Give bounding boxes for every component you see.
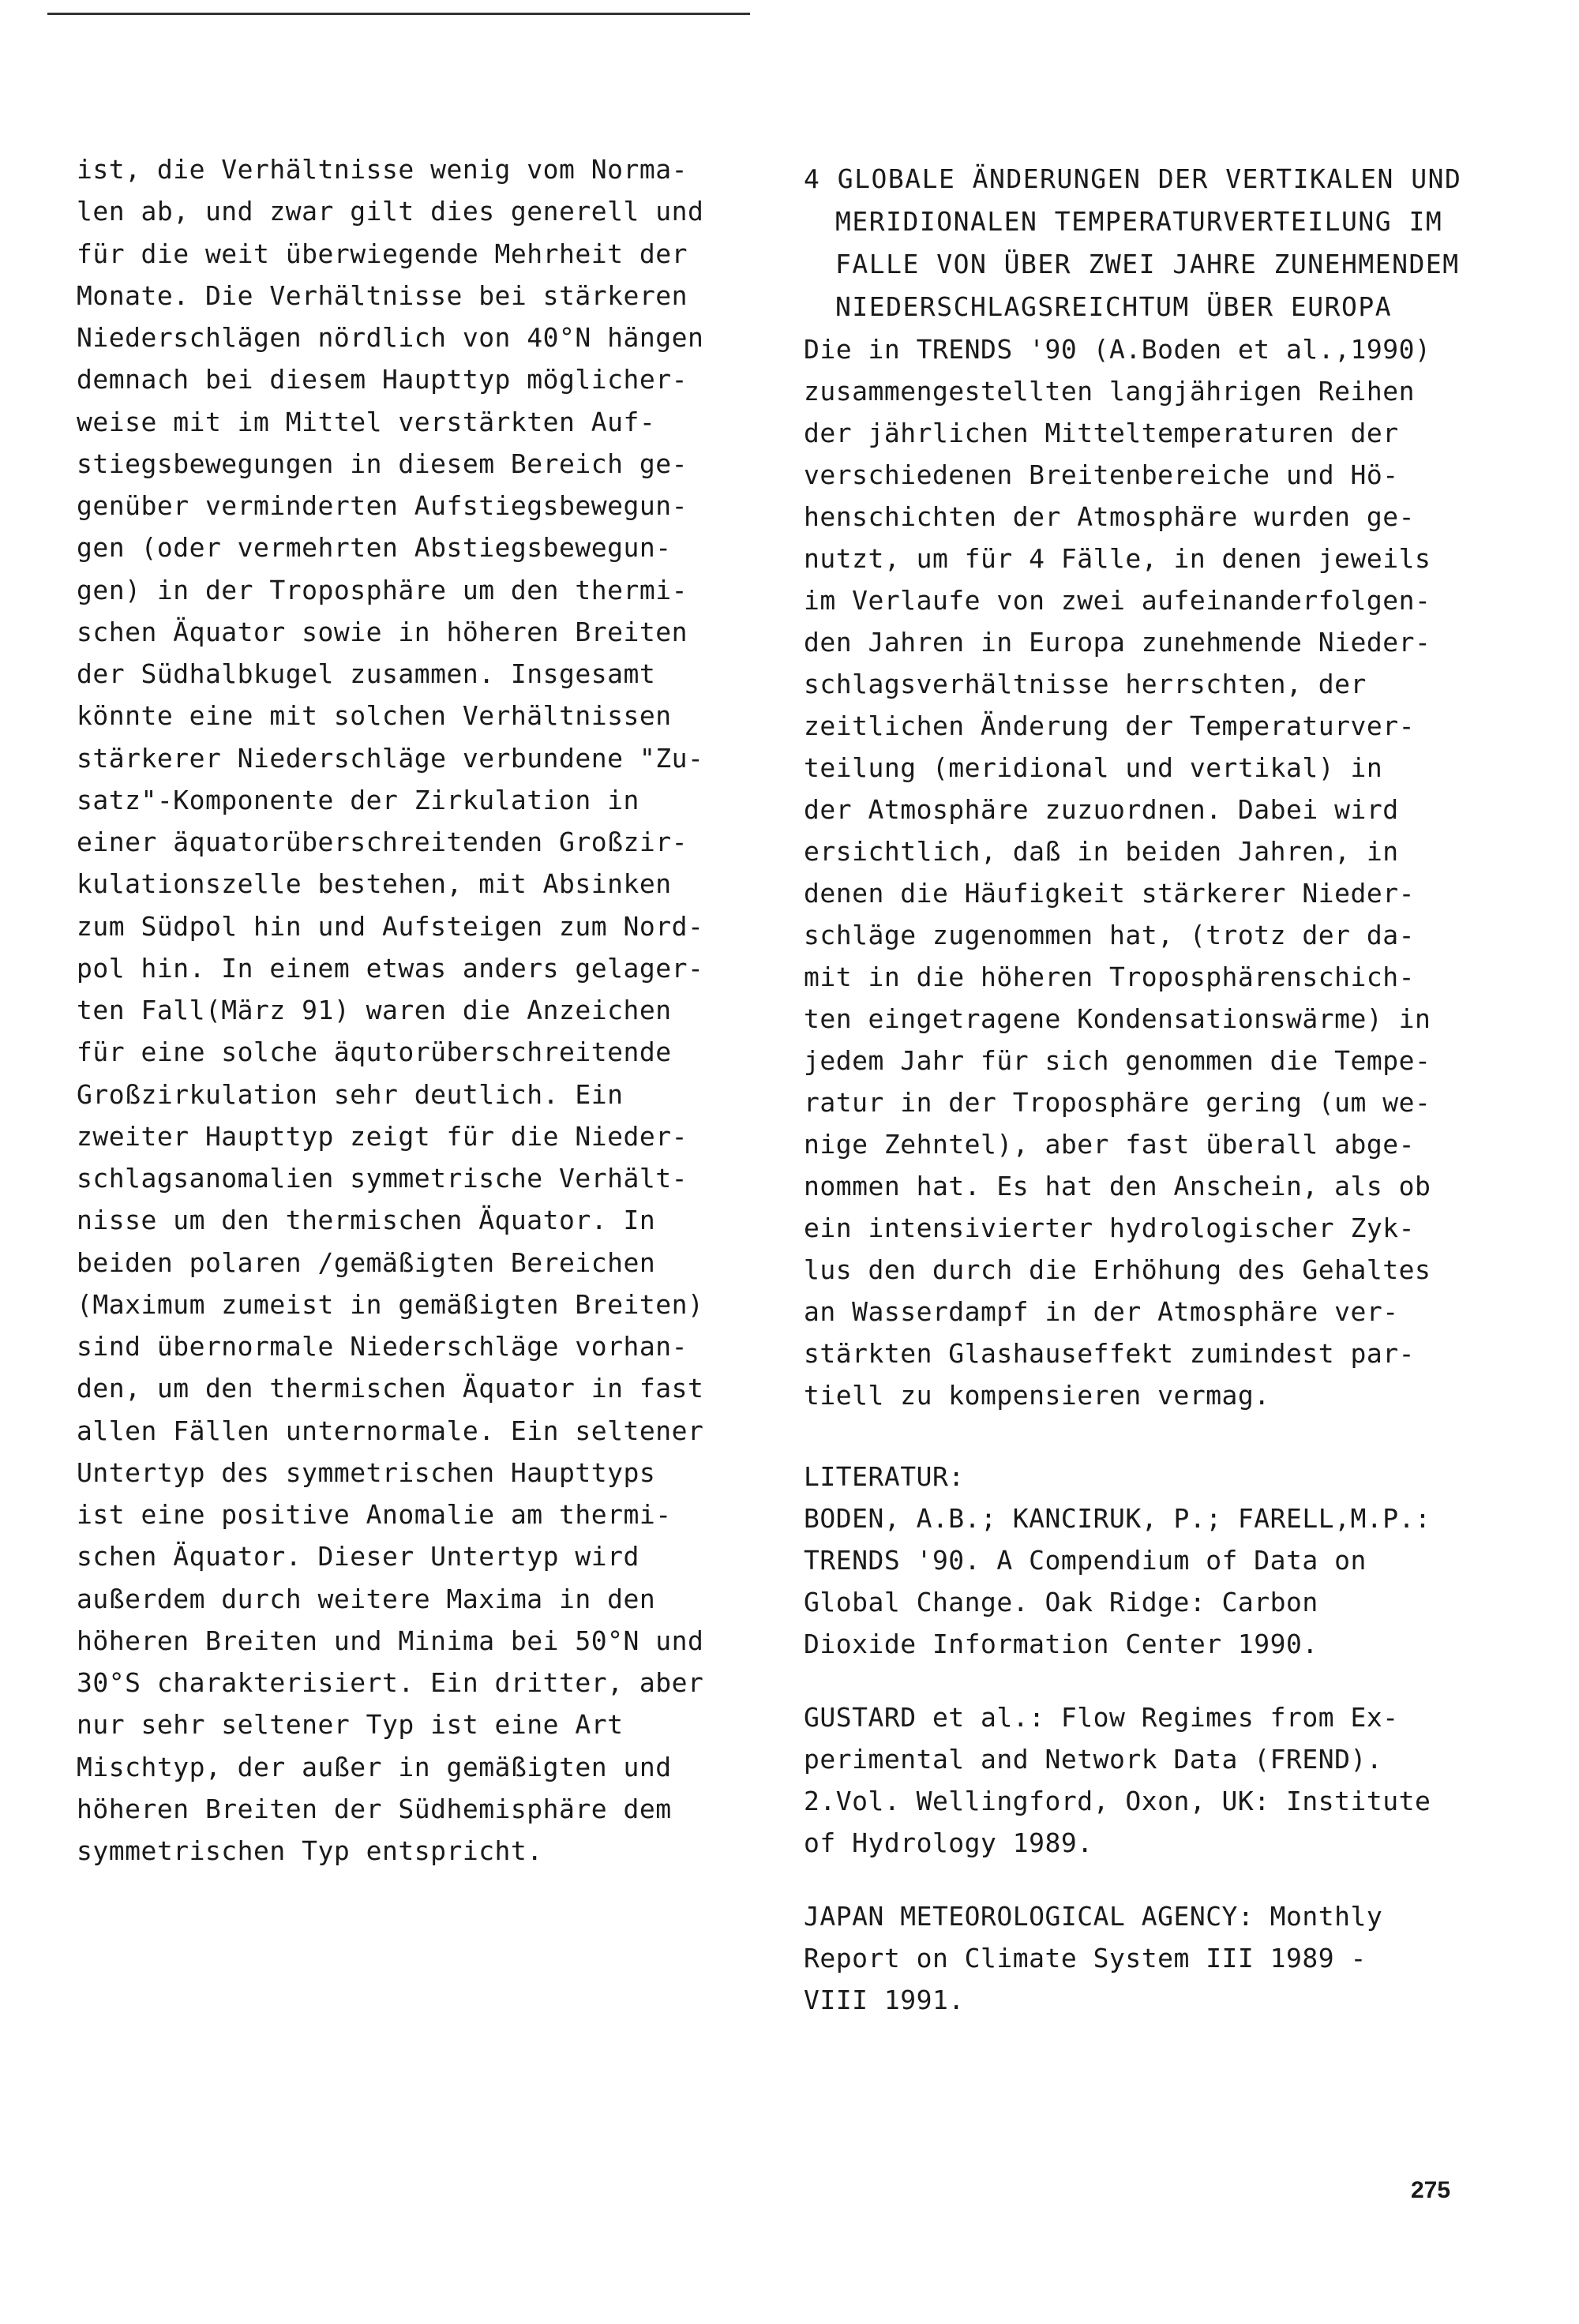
text-line: gen (oder vermehrten Abstiegsbewegun-	[77, 532, 672, 564]
text-line: nisse um den thermischen Äquator. In	[77, 1205, 656, 1236]
text-line: pol hin. In einem etwas anders gelager-	[77, 952, 704, 984]
reference-line: JAPAN METEOROLOGICAL AGENCY: Monthly	[804, 1901, 1383, 1932]
text-line: ratur in der Troposphäre gering (um we-	[804, 1087, 1431, 1118]
text-line: Monate. Die Verhältnisse bei stärkeren	[77, 279, 688, 311]
reference-line: VIII 1991.	[804, 1985, 965, 2015]
text-line: nige Zehntel), aber fast überall abge-	[804, 1129, 1415, 1160]
text-line: stiegsbewegungen in diesem Bereich ge-	[77, 448, 688, 479]
text-line: Mischtyp, der außer in gemäßigten und	[77, 1751, 672, 1782]
heading-line: FALLE VON ÜBER ZWEI JAHRE ZUNEHMENDEM	[835, 249, 1460, 279]
text-line: teilung (meridional und vertikal) in	[804, 752, 1383, 783]
text-line: stärkerer Niederschläge verbundene "Zu-	[77, 742, 704, 774]
text-line: ist eine positive Anomalie am thermi-	[77, 1499, 672, 1530]
text-line: allen Fällen unternormale. Ein seltener	[77, 1415, 704, 1446]
page-number: 275	[1411, 2177, 1451, 2203]
left-column	[77, 148, 771, 1872]
text-line: nutzt, um für 4 Fälle, in denen jeweils	[804, 543, 1431, 574]
reference-line: perimental and Network Data (FREND).	[804, 1744, 1383, 1775]
section-heading	[804, 158, 1514, 328]
text-line: demnach bei diesem Haupttyp möglicher-	[77, 364, 688, 395]
text-line: mit in die höheren Troposphärenschich-	[804, 961, 1415, 992]
text-line: Niederschlägen nördlich von 40°N hängen	[77, 322, 704, 353]
reference-line: Global Change. Oak Ridge: Carbon	[804, 1587, 1318, 1617]
reference-entry	[804, 1895, 1514, 2021]
text-line: im Verlaufe von zwei aufeinanderfolgen-	[804, 585, 1431, 616]
text-line: für eine solche äqutorüberschreitende	[77, 1036, 672, 1068]
section-body	[804, 328, 1514, 1416]
text-line: einer äquatorüberschreitenden Großzir-	[77, 827, 688, 857]
reference-line: BODEN, A.B.; KANCIRUK, P.; FARELL,M.P.:	[804, 1503, 1431, 1534]
text-line: der Südhalbkugel zusammen. Insgesamt	[77, 658, 656, 689]
text-line: an Wasserdampf in der Atmosphäre ver-	[804, 1296, 1399, 1327]
text-line: gen) in der Troposphäre um den thermi-	[77, 574, 688, 605]
reference-line: TRENDS '90. A Compendium of Data on	[804, 1545, 1367, 1576]
text-line: Großzirkulation sehr deutlich. Ein	[77, 1078, 624, 1110]
references-list	[804, 1497, 1514, 2021]
text-line: zum Südpol hin und Aufsteigen zum Nord-	[77, 910, 704, 942]
text-line: den Jahren in Europa zunehmende Nieder-	[804, 627, 1431, 658]
reference-line: of Hydrology 1989.	[804, 1827, 1093, 1858]
text-line: Die in TRENDS '90 (A.Boden et al.,1990)	[804, 334, 1431, 365]
text-line: len ab, und zwar gilt dies generell und	[77, 196, 704, 227]
text-line: außerdem durch weitere Maxima in den	[77, 1583, 656, 1614]
text-line: genüber verminderten Aufstiegsbewegun-	[77, 490, 688, 521]
text-line: schlagsanomalien symmetrische Verhält-	[77, 1163, 688, 1194]
heading-line: NIEDERSCHLAGSREICHTUM ÜBER EUROPA	[835, 291, 1393, 322]
reference-line: GUSTARD et al.: Flow Regimes from Ex-	[804, 1702, 1399, 1733]
left-column-text	[77, 148, 771, 1872]
text-line: satz"-Komponente der Zirkulation in	[77, 784, 639, 815]
text-line: jedem Jahr für sich genommen die Tempe-	[804, 1045, 1431, 1076]
text-line: könnte eine mit solchen Verhältnissen	[77, 700, 672, 732]
text-line: ersichtlich, daß in beiden Jahren, in	[804, 836, 1399, 867]
heading-line: MERIDIONALEN TEMPERATURVERTEILUNG IM	[835, 206, 1443, 237]
text-line: zusammengestellten langjährigen Reihen	[804, 376, 1415, 407]
text-line: nommen hat. Es hat den Anschein, als ob	[804, 1171, 1431, 1201]
text-line: ein intensivierter hydrologischer Zyk-	[804, 1213, 1415, 1243]
text-line: schläge zugenommen hat, (trotz der da-	[804, 920, 1415, 950]
text-line: weise mit im Mittel verstärkten Auf-	[77, 406, 656, 437]
reference-line: Dioxide Information Center 1990.	[804, 1629, 1318, 1659]
top-rule	[47, 13, 750, 15]
text-line: (Maximum zumeist in gemäßigten Breiten)	[77, 1288, 704, 1320]
text-line: verschiedenen Breitenbereiche und Hö-	[804, 459, 1399, 490]
text-line: ist, die Verhältnisse wenig vom Norma-	[77, 154, 688, 185]
literature-label: LITERATUR:	[804, 1461, 965, 1492]
text-line: schen Äquator. Dieser Untertyp wird	[77, 1541, 639, 1572]
text-line: zeitlichen Änderung der Temperaturver-	[804, 710, 1415, 741]
text-line: der Atmosphäre zuzuordnen. Dabei wird	[804, 794, 1399, 825]
text-line: sind übernormale Niederschläge vorhan-	[77, 1331, 688, 1362]
text-line: kulationszelle bestehen, mit Absinken	[77, 868, 672, 900]
text-line: der jährlichen Mitteltemperaturen der	[804, 418, 1399, 448]
heading-line: 4 GLOBALE ÄNDERUNGEN DER VERTIKALEN UND	[804, 163, 1462, 194]
reference-line: 2.Vol. Wellingford, Oxon, UK: Institute	[804, 1786, 1431, 1816]
text-line: höheren Breiten der Südhemisphäre dem	[77, 1793, 672, 1824]
reference-line: Report on Climate System III 1989 -	[804, 1943, 1367, 1974]
text-line: höheren Breiten und Minima bei 50°N und	[77, 1625, 704, 1656]
text-line: beiden polaren /gemäßigten Bereichen	[77, 1246, 656, 1278]
text-line: denen die Häufigkeit stärkerer Nieder-	[804, 878, 1415, 909]
text-line: stärkten Glashauseffekt zumindest par-	[804, 1338, 1415, 1369]
text-line: symmetrischen Typ entspricht.	[77, 1835, 543, 1866]
text-line: ten eingetragene Kondensationswärme) in	[804, 1003, 1431, 1034]
text-line: ten Fall(März 91) waren die Anzeichen	[77, 995, 672, 1025]
right-column	[804, 158, 1514, 2021]
text-line: schlagsverhältnisse herrschten, der	[804, 669, 1367, 699]
text-line: nur sehr seltener Typ ist eine Art	[77, 1709, 624, 1741]
text-line: schen Äquator sowie in höheren Breiten	[77, 616, 688, 647]
text-line: tiell zu kompensieren vermag.	[804, 1380, 1270, 1411]
text-line: lus den durch die Erhöhung des Gehaltes	[804, 1254, 1431, 1285]
text-line: Untertyp des symmetrischen Haupttyps	[77, 1456, 656, 1488]
text-line: 30°S charakterisiert. Ein dritter, aber	[77, 1667, 704, 1698]
text-line: für die weit überwiegende Mehrheit der	[77, 238, 688, 269]
reference-entry	[804, 1696, 1514, 1864]
text-line: henschichten der Atmosphäre wurden ge-	[804, 501, 1415, 532]
text-line: zweiter Haupttyp zeigt für die Nieder-	[77, 1120, 688, 1152]
text-line: den, um den thermischen Äquator in fast	[77, 1373, 704, 1404]
reference-entry	[804, 1497, 1514, 1665]
